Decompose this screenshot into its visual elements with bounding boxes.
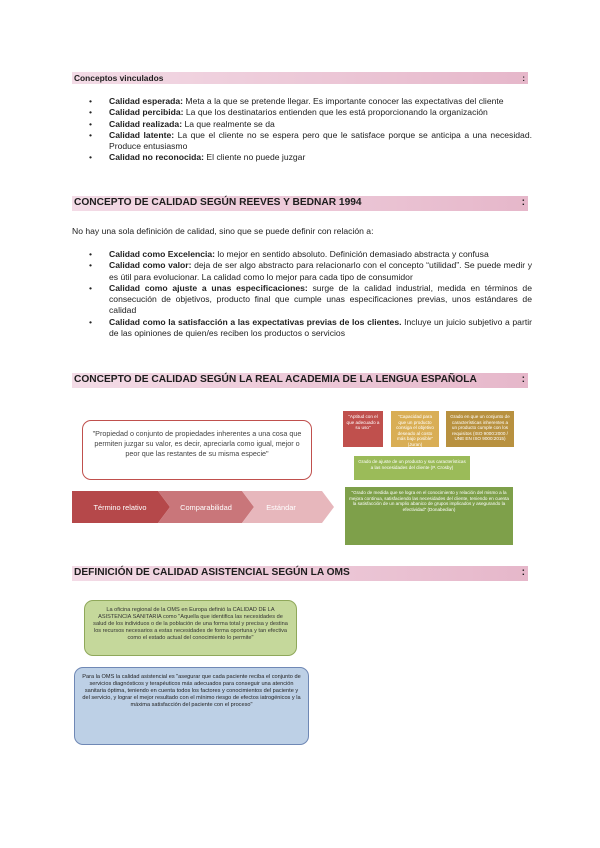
section-colon: :	[521, 197, 525, 208]
oms-definition-box: Para la OMS la calidad asistencial es "asegurar que cada paciente reciba el conjunto de servicios diagnósticos y terapéuticos más adecuados para conseguir una atención sanitaria óptima, teniendo en cuenta todos los factores y conocimientos del paciente y del servicio, y lograr el mejor resultado con el mínimo riesgo de efectos iatrogénicos y la máxima satisfacción del paciente con el proceso"	[74, 667, 309, 745]
definition-box: Grado en que un conjunto de características inherentes a un producto cumple con los requisitos (ISO 9000:2000 / UNE EN ISO 9000:2015)	[446, 411, 514, 447]
definition-box: Grado de ajuste de un producto y sus características a las necesidades del cliente (P. Crosby)	[354, 456, 470, 480]
reeves-intro: No hay una sola definición de calidad, sino que se puede definir con relación a:	[72, 226, 374, 236]
section-title: CONCEPTO DE CALIDAD SEGÚN LA REAL ACADEMIA DE LA LENGUA ESPAÑOLA	[74, 374, 477, 385]
vinculados-list	[72, 96, 532, 164]
section-colon: :	[521, 374, 525, 385]
section-header-reeves	[72, 196, 528, 211]
list-item: • Calidad realizada: La que realmente se da	[72, 119, 532, 130]
list-item: • Calidad como ajuste a unas especificaciones: surge de la calidad industrial, medida en términos de consecución de objetivos, producto final que cumple unas especificaciones previas, unos estándares de calidad	[72, 283, 532, 317]
oms-europe-box: La oficina regional de la OMS en Europa definió la CALIDAD DE LA ASISTENCIA SANITARIA como "Aquella que identifica las necesidades de salud de los individuos o de la población de una forma total y precisa y destina los recursos necesarios a estas necesidades de forma oportuna y tan efectiva como el estado actual del conocimiento lo permite"	[84, 600, 297, 656]
list-item: • Calidad como valor: deja de ser algo abstracto para relacionarlo con el concepto “utilidad”. Se puede medir y es útil para evolucionar. La calidad como lo mejor para cada tipo de consumidor	[72, 260, 532, 283]
section-title: Conceptos vinculados	[74, 73, 164, 83]
list-item: • Calidad como Excelencia: lo mejor en sentido absoluto. Definición demasiado abstracta y confusa	[72, 249, 532, 260]
section-header-oms	[72, 566, 528, 581]
definition-box: "Grado de medida que se logra en el conocimiento y relación del mismo a la mejora continua, satisfaciendo las necesidades del cliente, teniendo en cuenta la satisfacción de un amplio abanico de grupos implicados y asegurando la efectividad" (Donabedian)	[345, 487, 513, 545]
section-colon: :	[521, 567, 525, 578]
definition-box: "Aptitud con el que adecuado a su uso"	[343, 411, 383, 447]
list-item: • Calidad no reconocida: El cliente no puede juzgar	[72, 152, 532, 163]
section-title: CONCEPTO DE CALIDAD SEGÚN REEVES Y BEDNAR 1994	[74, 197, 362, 208]
list-item: • Calidad esperada: Meta a la que se pretende llegar. Es importante conocer las expectativas del cliente	[72, 96, 532, 107]
section-title: DEFINICIÓN DE CALIDAD ASISTENCIAL SEGÚN LA OMS	[74, 567, 350, 578]
section-colon: :	[522, 73, 525, 83]
reeves-list	[72, 249, 532, 339]
step-label: Término relativo	[93, 502, 147, 512]
section-header-rae	[72, 373, 528, 388]
list-item: • Calidad como la satisfacción a las expectativas previas de los clientes. Incluye un juicio subjetivo a partir de las opiniones de quien/es reciben los productos o servicios	[72, 317, 532, 340]
section-header-vinculados	[72, 72, 528, 84]
step-label: Estándar	[266, 502, 296, 512]
list-item: • Calidad percibida: La que los destinatarios entienden que les está proporcionando la organización	[72, 107, 532, 118]
rae-definition-quote: "Propiedad o conjunto de propiedades inherentes a una cosa que permiten juzgar su valor, es decir, apreciarla como igual, mejor o peor que las restantes de su misma especie"	[82, 420, 312, 480]
list-item: • Calidad latente: La que el cliente no se espera pero que le satisface porque se anticipa a una necesidad. Produce entusiasmo	[72, 130, 532, 153]
definition-box: "Capacidad para que un producto consiga el objetivo deseado al costo más bajo posible" (Juran)	[391, 411, 439, 447]
step-label: Comparabilidad	[180, 502, 232, 512]
